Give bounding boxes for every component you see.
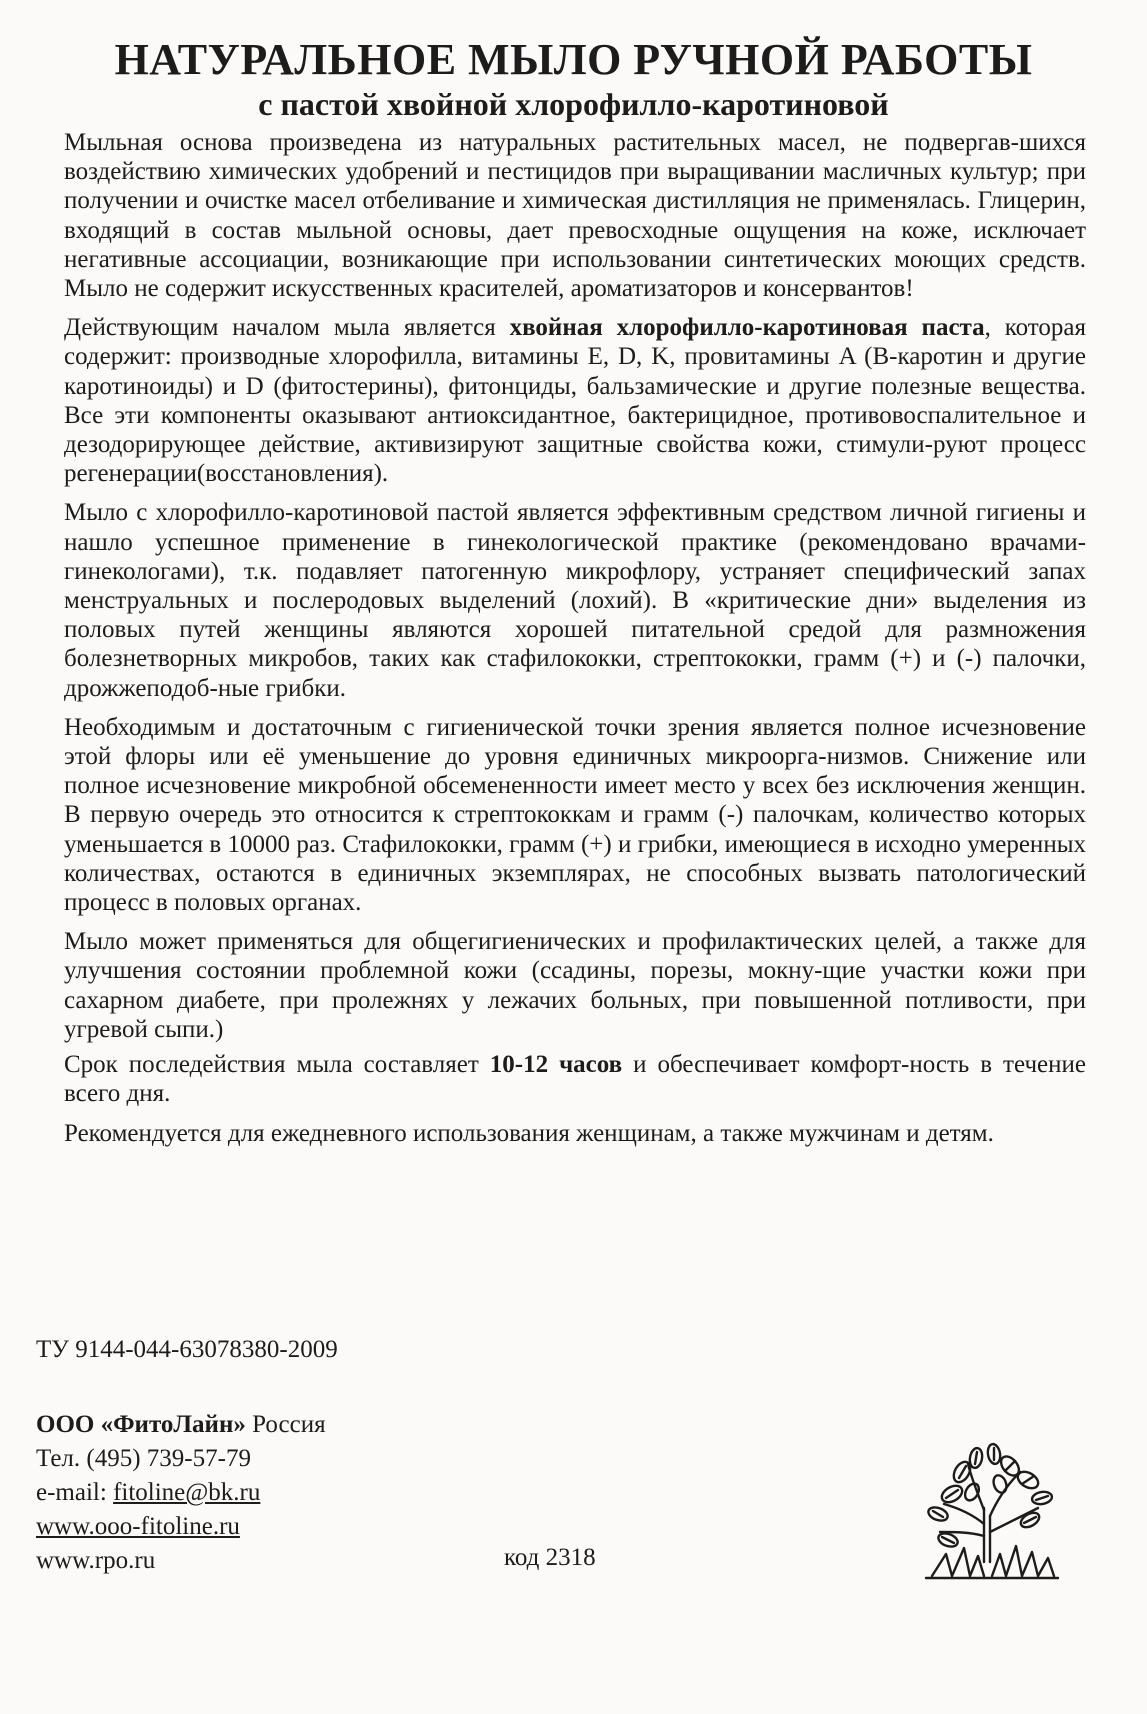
company-phone: Тел. (495) 739-57-79 — [36, 1445, 251, 1472]
website-link[interactable]: www.ooo-fitoline.ru — [36, 1513, 240, 1540]
page-subtitle: с пастой хвойной хлорофилло-каротиновой — [258, 86, 889, 122]
tree-icon — [912, 1436, 1062, 1591]
text-span: , которая содержит: производные хлорофилла, витамины E, D, K, провитамины A (B-каротин и другие каротиноиды) и D (фитостерины), фитонциды, бальзамические и другие полезные вещества. Все эти компоненты оказывают антиоксидантное, бактерицидное, противовоспалительное и дезодорирующее действие, активизируют защитные свойства кожи, стимули-руют процесс регенерации(восстановления). — [64, 314, 1086, 488]
email-label: e-mail: — [36, 1479, 114, 1506]
bold-duration: 10-12 часов — [489, 1051, 623, 1079]
product-code: код 2318 — [504, 1544, 596, 1571]
bold-ingredient-name: хвойная хлорофилло-каротиновая паста — [509, 314, 985, 342]
tu-number: ТУ 9144-044-63078380-2009 — [36, 1336, 338, 1363]
company-name: ООО «ФитоЛайн» — [36, 1411, 246, 1438]
text-span: Срок последействия мыла составляет — [64, 1051, 490, 1079]
company-block — [36, 1408, 326, 1578]
paragraph-recommendation: Рекомендуется для ежедневного использования женщинам, а также мужчинам и детям. — [64, 1119, 994, 1147]
text-span: Действующим началом мыла является — [64, 314, 510, 342]
paragraph-usage: Мыло может применяться для общегигиенических и профилактических целей, а также для улучшения состоянии проблемной кожи (ссадины, порезы, мокну-щие участки кожи при сахарном диабете, при пролежнях у лежачих больных, при повышенной потливости, при угревой сыпи.) — [64, 928, 1086, 1043]
company-country: Россия — [245, 1411, 326, 1438]
company-name-line — [36, 1408, 326, 1442]
text-span: и обеспечивает комфорт-ность в течение всего дня. — [64, 1051, 1086, 1108]
paragraph-hygiene: Мыло с хлорофилло-каротиновой пастой является эффективным средством личной гигиены и нашло успешное применение в гинекологической практике (рекомендовано врачами-гинекологами), т.к. подавляет патогенную микрофлору, устраняет специфический запах менструальных и послеродовых выделений (лохий). В «критические дни» выделения из половых путей женщины являются хорошей питательной средой для размножения болезнетворных микробов, таких как стафилококки, стрептококки, грамм (+) и (-) палочки, дрожжеподоб-ные грибки. — [64, 499, 1086, 702]
page-title: НАТУРАЛЬНОЕ МЫЛО РУЧНОЙ РАБОТЫ — [114, 35, 1033, 84]
website-rpo: www.rpo.ru — [36, 1547, 156, 1574]
company-email-line — [36, 1476, 326, 1510]
paragraph-soap-base: Мыльная основа произведена из натуральных растительных масел, не подвергав-шихся воздействию химических удобрений и пестицидов при выращивании масличных культур; при получении и очистке масел отбеливание и химическая дистилляция не применялась. Глицерин, входящий в состав мыльной основы, дает превосходные ощущения на коже, исключает негативные ассоциации, возникающие при использовании синтетических моющих средств. Мыло не содержит искусственных красителей, ароматизаторов и консервантов! — [64, 129, 1086, 303]
body-text — [64, 128, 1086, 1158]
paragraph-duration — [64, 1050, 1086, 1108]
paragraph-flora: Необходимым и достаточным с гигиенической точки зрения является полное исчезновение этой флоры или её уменьшение до уровня единичных микроорга-низмов. Снижение или полное исчезновение микробной обсемененности имеет место у всех без исключения женщин. В первую очередь это относится к стрептококкам и грамм (-) палочкам, количество которых уменьшается в 10000 раз. Стафилококки, грамм (+) и грибки, имеющиеся в исходно умеренных количествах, остаются в единичных экземплярах, не способных вызвать патологический процесс в половых органах. — [64, 713, 1086, 917]
email-link[interactable]: fitoline@bk.ru — [113, 1479, 261, 1506]
paragraph-active-ingredient — [64, 313, 1086, 488]
